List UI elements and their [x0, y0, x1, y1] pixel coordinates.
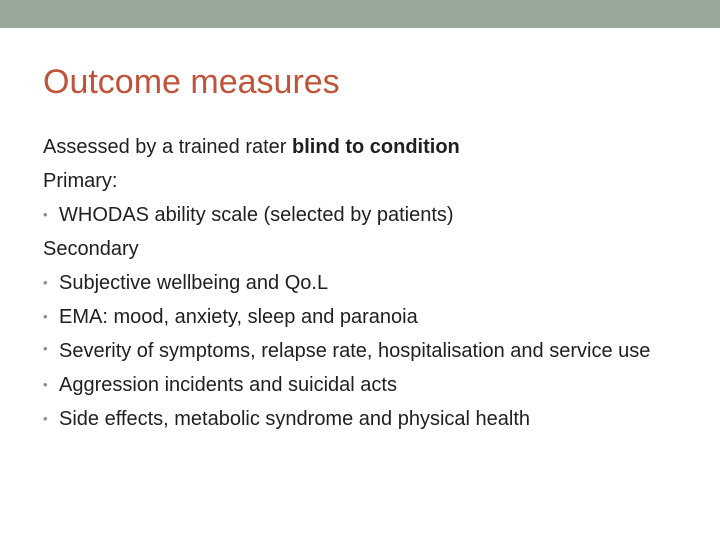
primary-item-text: WHODAS ability scale (selected by patients) — [59, 204, 454, 226]
bullet-dot-icon: • — [43, 341, 48, 356]
secondary-bullet-item — [43, 368, 683, 402]
secondary-item-text: EMA: mood, anxiety, sleep and paranoia — [59, 306, 418, 328]
intro-text: Assessed by a trained rater — [43, 136, 293, 158]
bullet-dot-icon: • — [43, 411, 48, 426]
bullet-dot-icon: • — [43, 377, 48, 392]
secondary-bullet-item — [43, 402, 683, 436]
secondary-bullet-item — [43, 334, 683, 368]
secondary-item-text: Subjective wellbeing and Qo.L — [59, 272, 329, 294]
secondary-item-text: Aggression incidents and suicidal acts — [59, 374, 397, 396]
primary-heading: Primary: — [43, 170, 118, 192]
secondary-bullet-item — [43, 266, 683, 300]
top-accent-bar — [0, 0, 720, 28]
slide-body — [43, 130, 683, 436]
slide-title: Outcome measures — [43, 63, 340, 101]
intro-line — [43, 130, 683, 164]
secondary-heading: Secondary — [43, 238, 139, 260]
intro-emphasis: blind to condition — [292, 136, 460, 158]
bullet-dot-icon: • — [43, 309, 48, 324]
secondary-item-text: Side effects, metabolic syndrome and physical health — [59, 408, 531, 430]
secondary-bullet-item — [43, 300, 683, 334]
secondary-item-text: Severity of symptoms, relapse rate, hospitalisation and service use — [59, 340, 651, 362]
bullet-dot-icon: • — [43, 275, 48, 290]
bullet-dot-icon: • — [43, 207, 48, 222]
primary-bullet-item — [43, 198, 683, 232]
